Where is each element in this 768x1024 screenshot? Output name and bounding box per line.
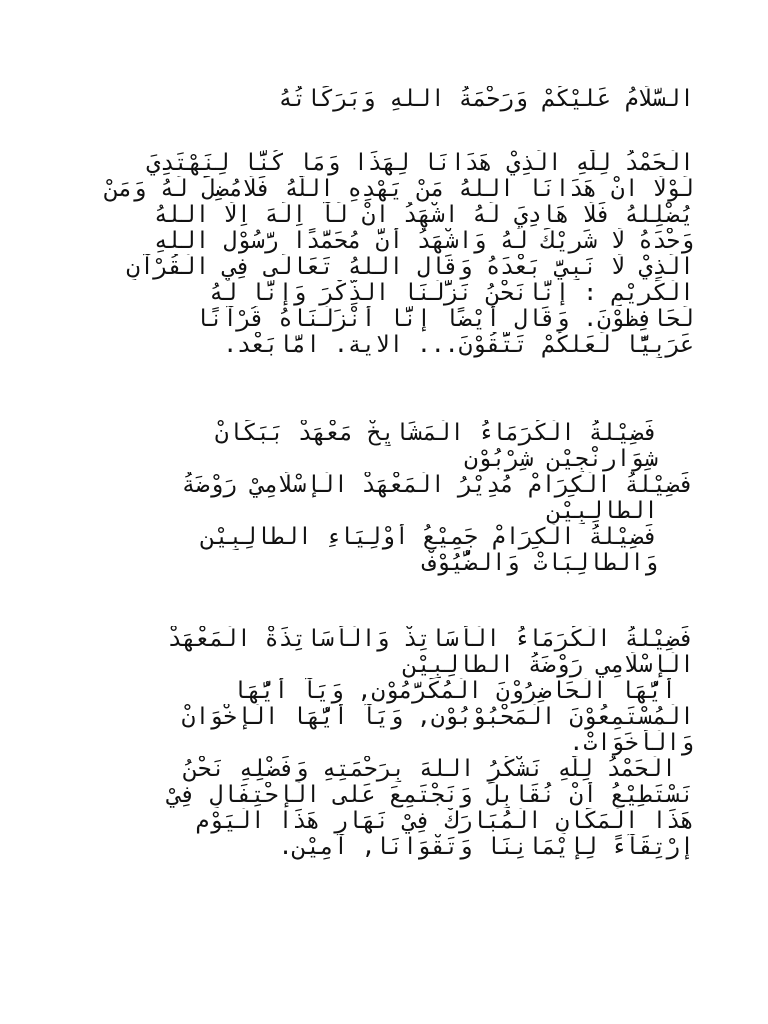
text-line: فَضِيْلَةُ الْكِرَامْ جَمِيْعُ أَوْلِيَاءِ الطَّالِبِيْن: [201, 524, 658, 550]
text-line: اَلْحَمْدُ لِلّٰهِ الَّذِيْ هَدَانَا لِهَذَا وَمَا كُنَّا لِنَهْتَدِيَ: [146, 150, 694, 176]
opening-paragraph: [74, 150, 694, 358]
greeting-line: اَلسَّلَامُ عَلَيْكُمْ وَرَحْمَةُ اللهِ وَبَرَكَاتُهُ: [278, 86, 694, 112]
text-line: الْمُسْتَمِعُوْنَ الْمَحْبُوْبُوْن, وَيَآ أَيُّهَا الْإِخْوَانْ: [181, 704, 694, 730]
text-line: شِوَارِنْجِيْن شِرْبُوْن: [464, 446, 658, 472]
greeting-paragraph: [74, 86, 694, 112]
text-line: فَضِيْلَةُ الْكُرَمَاءُ اَلْأَسَاتِذْ وَالْأَسَاتِذَةْ الْمَعْهَدْ: [167, 626, 694, 652]
text-line: الطَّالِبِيْن: [547, 498, 658, 524]
text-line: نَسْتَطِيْعُ أَنْ نُقَابِلَ وَنَجْتَمِعَ عَلَى الْإِحْتِفَالِ فِيْ: [167, 782, 694, 808]
text-line: هَذَا الْمَكَانِ الْمُبَارَكْ فِيْ نَهَارِ هَذَا الْيَوْم: [195, 808, 694, 834]
text-line: إِرْتِقَآءً لِإِيْمَانِنَا وَتَقْوَانَا, آمِيْن.: [278, 834, 694, 860]
text-line: يُضْلِلْهُ فَلَا هَادِيَ لَهُ اَشْهَدُ اَنْ لَّآ اِلَهَ اِلَّا اللهُ: [153, 202, 694, 228]
text-line: وَالطَّالِبَاتْ وَالضُّيُوْفْ: [422, 550, 658, 576]
text-line: وَالْأَخَوَاتْ.: [569, 730, 694, 756]
honorifics-paragraph: [74, 420, 694, 576]
text-line: عَرَبِيًّا لَعَلَّكُمْ تَتَّقُوْنَ... الاية. اَمَّابَعْد.: [223, 332, 694, 358]
text-line: لَوْلَا اَنْ هَدَانَا اللهُ مَنْ يَهْدِهِ اللّٰهُ فَلَامُضِلَّ لَهُ وَمَنْ: [104, 176, 694, 202]
text-line: اَلَّذِيْ لَا نَبِيَّ بَعْدَهُ وَقَالَ اللهُ تَعَالَى فِي الْقُرْآنِ: [126, 254, 694, 280]
text-line: وَحْدَهُ لَا شَرِيْكَ لَهُ وَاَشْهَدُ أَنَّ مُحَمَّدًا رَّسُوْلُ اللهِ: [153, 228, 694, 254]
text-line: أَيُّهَا الْحَاضِرُوْنَ الْمُكَرَّمُوْن, وَيَآ أَيُّهَا: [232, 678, 676, 704]
text-line: الْكَرِيْمِ : إِنَّانَحْنُ نَزَّلْنَا الذِّكْرَ وَإِنَّا لَهُ: [209, 280, 694, 306]
text-line: فَضِيْلَةُ الْكِرَامْ مُدِيْرُ الْمَعْهَدْ اَلْإِسْلَامِيْ رَوْضَةُ: [181, 472, 694, 498]
text-line: فَضِيْلَةُ الْكُرَمَاءُ اَلْمَشَايِخْ مَعْهَدْ بَبَكَانْ: [214, 420, 658, 446]
text-line: لَحَافِظُوْنَ. وَقَالَ أَيْضًا إِنَّا أَنْزَلْنَاهُ قُرْآنًا: [195, 306, 694, 332]
text-line: اَلْإِسْلَامِي رَوْضَةُ الطَّالِبِيْن: [403, 652, 694, 678]
text-line: اَلْحَمْدُ لِلّٰهِ نَشْكُرُ اللهَ بِرَحْمَتِهِ وَفَضْلِهِ نَحْنُ: [183, 756, 676, 782]
address-paragraph: [74, 626, 694, 860]
